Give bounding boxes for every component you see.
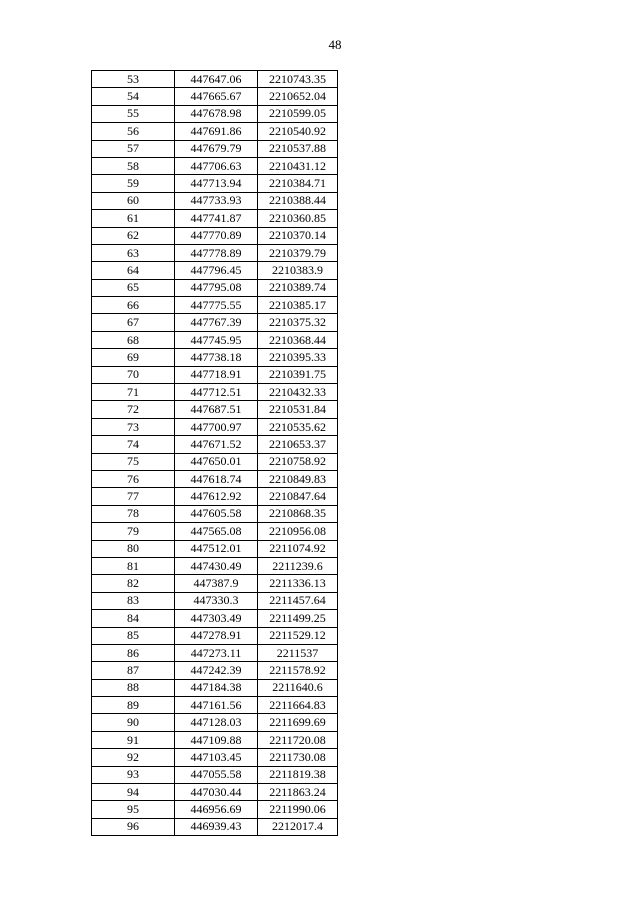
table-row xyxy=(92,88,338,105)
y-coordinate-cell: 2210368.44 xyxy=(258,331,338,348)
x-coordinate-cell: 447161.56 xyxy=(175,697,258,714)
table-row xyxy=(92,592,338,609)
x-coordinate-cell: 447712.51 xyxy=(175,384,258,401)
table-row xyxy=(92,175,338,192)
table-row xyxy=(92,523,338,540)
table-row xyxy=(92,505,338,522)
y-coordinate-cell: 2210370.14 xyxy=(258,227,338,244)
y-coordinate-cell: 2210847.64 xyxy=(258,488,338,505)
x-coordinate-cell: 447796.45 xyxy=(175,262,258,279)
table-row xyxy=(92,644,338,661)
point-number-cell: 77 xyxy=(92,488,175,505)
y-coordinate-cell: 2211720.08 xyxy=(258,731,338,748)
point-number-cell: 73 xyxy=(92,418,175,435)
point-number-cell: 61 xyxy=(92,210,175,227)
point-number-cell: 72 xyxy=(92,401,175,418)
point-number-cell: 93 xyxy=(92,766,175,783)
point-number-cell: 95 xyxy=(92,801,175,818)
y-coordinate-cell: 2211239.6 xyxy=(258,557,338,574)
x-coordinate-cell: 447665.67 xyxy=(175,88,258,105)
table-row xyxy=(92,140,338,157)
table-row xyxy=(92,123,338,140)
y-coordinate-cell: 2210384.71 xyxy=(258,175,338,192)
point-number-cell: 79 xyxy=(92,523,175,540)
table-row xyxy=(92,244,338,261)
x-coordinate-cell: 446939.43 xyxy=(175,818,258,835)
point-number-cell: 78 xyxy=(92,505,175,522)
table-row xyxy=(92,453,338,470)
point-number-cell: 53 xyxy=(92,71,175,88)
y-coordinate-cell: 2211990.06 xyxy=(258,801,338,818)
x-coordinate-cell: 447679.79 xyxy=(175,140,258,157)
point-number-cell: 94 xyxy=(92,784,175,801)
table-row xyxy=(92,297,338,314)
point-number-cell: 65 xyxy=(92,279,175,296)
point-number-cell: 62 xyxy=(92,227,175,244)
point-number-cell: 71 xyxy=(92,384,175,401)
y-coordinate-cell: 2210360.85 xyxy=(258,210,338,227)
x-coordinate-cell: 447184.38 xyxy=(175,679,258,696)
table-row xyxy=(92,766,338,783)
x-coordinate-cell: 447795.08 xyxy=(175,279,258,296)
point-number-cell: 82 xyxy=(92,575,175,592)
x-coordinate-cell: 447650.01 xyxy=(175,453,258,470)
point-number-cell: 96 xyxy=(92,818,175,835)
table-row xyxy=(92,436,338,453)
y-coordinate-cell: 2210537.88 xyxy=(258,140,338,157)
table-row xyxy=(92,384,338,401)
table-row xyxy=(92,557,338,574)
x-coordinate-cell: 447770.89 xyxy=(175,227,258,244)
table-row xyxy=(92,488,338,505)
coordinates-table xyxy=(91,70,338,836)
point-number-cell: 76 xyxy=(92,470,175,487)
point-number-cell: 85 xyxy=(92,627,175,644)
table-row xyxy=(92,366,338,383)
table-row xyxy=(92,314,338,331)
x-coordinate-cell: 447278.91 xyxy=(175,627,258,644)
y-coordinate-cell: 2210956.08 xyxy=(258,523,338,540)
x-coordinate-cell: 447618.74 xyxy=(175,470,258,487)
table-row xyxy=(92,105,338,122)
y-coordinate-cell: 2211529.12 xyxy=(258,627,338,644)
point-number-cell: 69 xyxy=(92,349,175,366)
y-coordinate-cell: 2210599.05 xyxy=(258,105,338,122)
y-coordinate-cell: 2211578.92 xyxy=(258,662,338,679)
point-number-cell: 89 xyxy=(92,697,175,714)
y-coordinate-cell: 2210535.62 xyxy=(258,418,338,435)
table-row xyxy=(92,627,338,644)
point-number-cell: 92 xyxy=(92,749,175,766)
x-coordinate-cell: 447330.3 xyxy=(175,592,258,609)
x-coordinate-cell: 447612.92 xyxy=(175,488,258,505)
x-coordinate-cell: 447430.49 xyxy=(175,557,258,574)
point-number-cell: 70 xyxy=(92,366,175,383)
x-coordinate-cell: 447030.44 xyxy=(175,784,258,801)
y-coordinate-cell: 2210758.92 xyxy=(258,453,338,470)
table-row xyxy=(92,679,338,696)
y-coordinate-cell: 2211336.13 xyxy=(258,575,338,592)
table-row xyxy=(92,662,338,679)
page-number: 48 xyxy=(328,37,342,52)
point-number-cell: 87 xyxy=(92,662,175,679)
x-coordinate-cell: 447109.88 xyxy=(175,731,258,748)
point-number-cell: 55 xyxy=(92,105,175,122)
x-coordinate-cell: 447745.95 xyxy=(175,331,258,348)
point-number-cell: 91 xyxy=(92,731,175,748)
x-coordinate-cell: 447647.06 xyxy=(175,71,258,88)
coordinates-table-body xyxy=(92,71,338,836)
table-row xyxy=(92,418,338,435)
y-coordinate-cell: 2210653.37 xyxy=(258,436,338,453)
y-coordinate-cell: 2210388.44 xyxy=(258,192,338,209)
x-coordinate-cell: 447733.93 xyxy=(175,192,258,209)
x-coordinate-cell: 447713.94 xyxy=(175,175,258,192)
point-number-cell: 57 xyxy=(92,140,175,157)
y-coordinate-cell: 2210432.33 xyxy=(258,384,338,401)
y-coordinate-cell: 2210395.33 xyxy=(258,349,338,366)
y-coordinate-cell: 2210849.83 xyxy=(258,470,338,487)
y-coordinate-cell: 2211730.08 xyxy=(258,749,338,766)
point-number-cell: 80 xyxy=(92,540,175,557)
x-coordinate-cell: 447103.45 xyxy=(175,749,258,766)
y-coordinate-cell: 2211457.64 xyxy=(258,592,338,609)
table-row xyxy=(92,262,338,279)
x-coordinate-cell: 447671.52 xyxy=(175,436,258,453)
table-row xyxy=(92,71,338,88)
table-row xyxy=(92,540,338,557)
y-coordinate-cell: 2210652.04 xyxy=(258,88,338,105)
y-coordinate-cell: 2210375.32 xyxy=(258,314,338,331)
point-number-cell: 66 xyxy=(92,297,175,314)
x-coordinate-cell: 447387.9 xyxy=(175,575,258,592)
point-number-cell: 90 xyxy=(92,714,175,731)
y-coordinate-cell: 2211863.24 xyxy=(258,784,338,801)
x-coordinate-cell: 446956.69 xyxy=(175,801,258,818)
point-number-cell: 86 xyxy=(92,644,175,661)
point-number-cell: 83 xyxy=(92,592,175,609)
table-row xyxy=(92,331,338,348)
table-row xyxy=(92,784,338,801)
x-coordinate-cell: 447706.63 xyxy=(175,157,258,174)
point-number-cell: 59 xyxy=(92,175,175,192)
point-number-cell: 75 xyxy=(92,453,175,470)
y-coordinate-cell: 2210383.9 xyxy=(258,262,338,279)
y-coordinate-cell: 2211699.69 xyxy=(258,714,338,731)
x-coordinate-cell: 447055.58 xyxy=(175,766,258,783)
table-row xyxy=(92,801,338,818)
table-row xyxy=(92,731,338,748)
point-number-cell: 54 xyxy=(92,88,175,105)
point-number-cell: 74 xyxy=(92,436,175,453)
table-row xyxy=(92,279,338,296)
table-row xyxy=(92,227,338,244)
x-coordinate-cell: 447700.97 xyxy=(175,418,258,435)
y-coordinate-cell: 2212017.4 xyxy=(258,818,338,835)
point-number-cell: 68 xyxy=(92,331,175,348)
point-number-cell: 58 xyxy=(92,157,175,174)
y-coordinate-cell: 2211074.92 xyxy=(258,540,338,557)
table-row xyxy=(92,210,338,227)
x-coordinate-cell: 447273.11 xyxy=(175,644,258,661)
y-coordinate-cell: 2210431.12 xyxy=(258,157,338,174)
table-row xyxy=(92,714,338,731)
table-row xyxy=(92,192,338,209)
x-coordinate-cell: 447775.55 xyxy=(175,297,258,314)
x-coordinate-cell: 447778.89 xyxy=(175,244,258,261)
x-coordinate-cell: 447605.58 xyxy=(175,505,258,522)
x-coordinate-cell: 447691.86 xyxy=(175,123,258,140)
x-coordinate-cell: 447303.49 xyxy=(175,610,258,627)
y-coordinate-cell: 2210379.79 xyxy=(258,244,338,261)
table-row xyxy=(92,697,338,714)
table-row xyxy=(92,818,338,835)
point-number-cell: 60 xyxy=(92,192,175,209)
x-coordinate-cell: 447718.91 xyxy=(175,366,258,383)
x-coordinate-cell: 447128.03 xyxy=(175,714,258,731)
y-coordinate-cell: 2210743.35 xyxy=(258,71,338,88)
table-row xyxy=(92,575,338,592)
table-row xyxy=(92,610,338,627)
x-coordinate-cell: 447738.18 xyxy=(175,349,258,366)
table-row xyxy=(92,470,338,487)
y-coordinate-cell: 2210531.84 xyxy=(258,401,338,418)
y-coordinate-cell: 2210389.74 xyxy=(258,279,338,296)
x-coordinate-cell: 447767.39 xyxy=(175,314,258,331)
x-coordinate-cell: 447678.98 xyxy=(175,105,258,122)
y-coordinate-cell: 2211819.38 xyxy=(258,766,338,783)
x-coordinate-cell: 447687.51 xyxy=(175,401,258,418)
y-coordinate-cell: 2210868.35 xyxy=(258,505,338,522)
y-coordinate-cell: 2210385.17 xyxy=(258,297,338,314)
table-row xyxy=(92,349,338,366)
point-number-cell: 63 xyxy=(92,244,175,261)
table-row xyxy=(92,401,338,418)
point-number-cell: 84 xyxy=(92,610,175,627)
point-number-cell: 64 xyxy=(92,262,175,279)
table-row xyxy=(92,749,338,766)
x-coordinate-cell: 447512.01 xyxy=(175,540,258,557)
y-coordinate-cell: 2210540.92 xyxy=(258,123,338,140)
y-coordinate-cell: 2211640.6 xyxy=(258,679,338,696)
point-number-cell: 81 xyxy=(92,557,175,574)
y-coordinate-cell: 2210391.75 xyxy=(258,366,338,383)
point-number-cell: 88 xyxy=(92,679,175,696)
point-number-cell: 56 xyxy=(92,123,175,140)
x-coordinate-cell: 447741.87 xyxy=(175,210,258,227)
x-coordinate-cell: 447242.39 xyxy=(175,662,258,679)
x-coordinate-cell: 447565.08 xyxy=(175,523,258,540)
y-coordinate-cell: 2211537 xyxy=(258,644,338,661)
y-coordinate-cell: 2211499.25 xyxy=(258,610,338,627)
table-row xyxy=(92,157,338,174)
point-number-cell: 67 xyxy=(92,314,175,331)
y-coordinate-cell: 2211664.83 xyxy=(258,697,338,714)
